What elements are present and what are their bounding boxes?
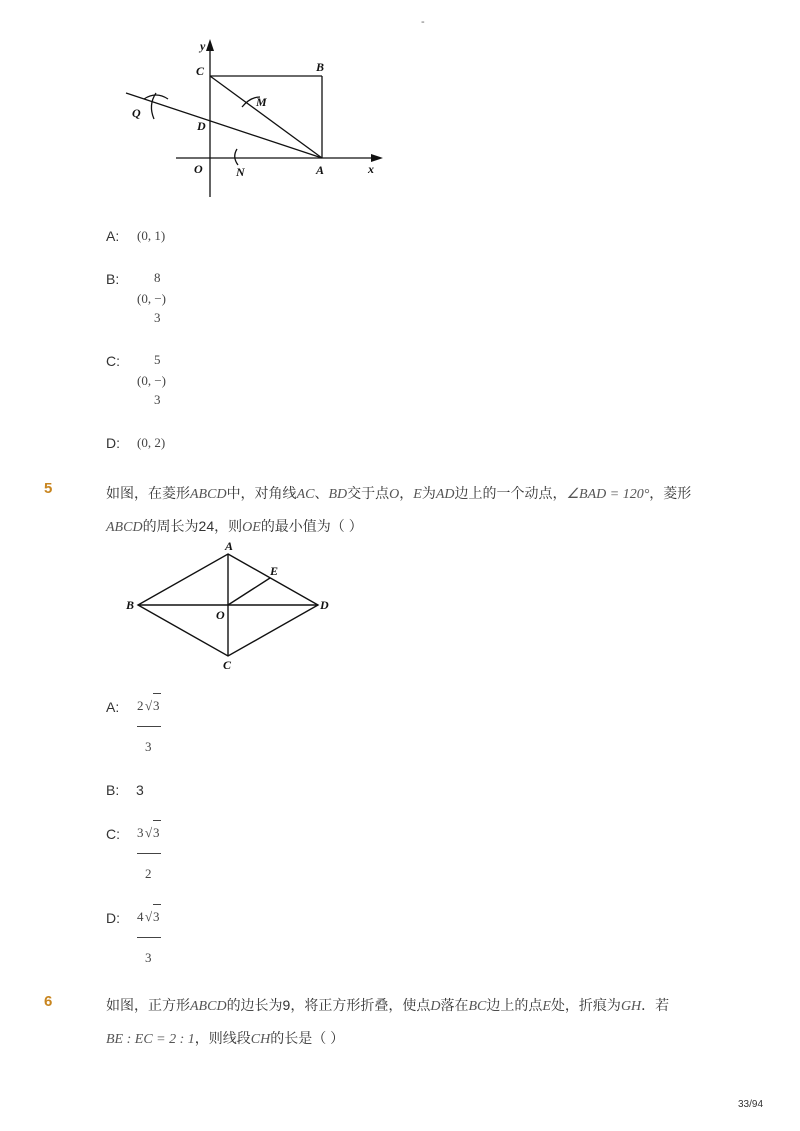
q4-option-d-label: D:: [106, 435, 120, 451]
segment-ca: [210, 76, 322, 158]
q4-option-a-label: A:: [106, 228, 120, 244]
label-c: C: [223, 658, 232, 672]
label-y: y: [200, 39, 206, 53]
q4-option-d-value: (0, 2): [137, 435, 166, 450]
q6-text-line1: 如图，正方形ABCD的边长为9，将正方形折叠，使点D落在BC边上的点E处，折痕为GH．若: [106, 997, 670, 1014]
coordinate-figure: [120, 35, 390, 205]
label-o: O: [216, 608, 225, 622]
q4-option-b-prefix: (0, −): [137, 291, 166, 306]
q4-option-b-num: 8: [154, 270, 161, 285]
label-c: C: [196, 64, 205, 78]
q4-option-c-den: 3: [154, 392, 161, 407]
q5-option-a-value: 2 √ 3 3: [137, 684, 163, 756]
label-e: E: [270, 564, 279, 578]
header-mark: -: [421, 16, 425, 28]
label-x: x: [368, 162, 374, 176]
arc-q1: [151, 93, 156, 119]
q5-text-line1: 如图，在菱形ABCD中，对角线AC、BD交于点O，E为AD边上的一个动点，∠BAD = 120°，菱形: [106, 485, 692, 502]
y-axis-arrow: [206, 39, 214, 51]
q4-option-b-label: B:: [106, 271, 120, 287]
q4-option-c-prefix: (0, −): [137, 373, 166, 388]
label-m: M: [256, 95, 267, 109]
q6-text-line2: BE : EC = 2 : 1，则线段CH的长是（ ）: [106, 1030, 345, 1047]
q5-option-c-label: C:: [106, 826, 120, 842]
label-b: B: [316, 60, 325, 74]
q5-option-b-value: 3: [136, 782, 144, 798]
q4-option-a-value: (0, 1): [137, 228, 166, 243]
q4-option-c-label: C:: [106, 353, 120, 369]
q5-option-d-value: 4 √ 3 3: [137, 895, 163, 967]
label-q: Q: [132, 106, 141, 120]
label-o: O: [194, 162, 203, 176]
x-axis-arrow: [371, 154, 383, 162]
q5-option-b-label: B:: [106, 782, 120, 798]
q4-option-c-num: 5: [154, 352, 161, 367]
arc-q2: [144, 95, 168, 99]
question-number-5: 5: [44, 480, 53, 497]
q5-option-a-label: A:: [106, 699, 120, 715]
segment-qa: [126, 93, 322, 158]
q5-option-d-label: D:: [106, 910, 120, 926]
rhombus-figure: [120, 535, 340, 675]
segment-oe: [228, 578, 270, 605]
label-a: A: [316, 163, 325, 177]
label-d: D: [197, 119, 206, 133]
label-b: B: [126, 598, 135, 612]
label-n: N: [236, 165, 245, 179]
q5-text-line2: ABCD的周长为24，则OE的最小值为（ ）: [106, 518, 363, 535]
page-number: 33/94: [738, 1099, 764, 1110]
arc-n: [235, 149, 238, 165]
label-a: A: [225, 539, 234, 553]
q4-option-b-den: 3: [154, 310, 161, 325]
question-number-6: 6: [44, 993, 53, 1010]
label-d: D: [320, 598, 329, 612]
q5-option-c-value: 3 √ 3 2: [137, 811, 163, 883]
